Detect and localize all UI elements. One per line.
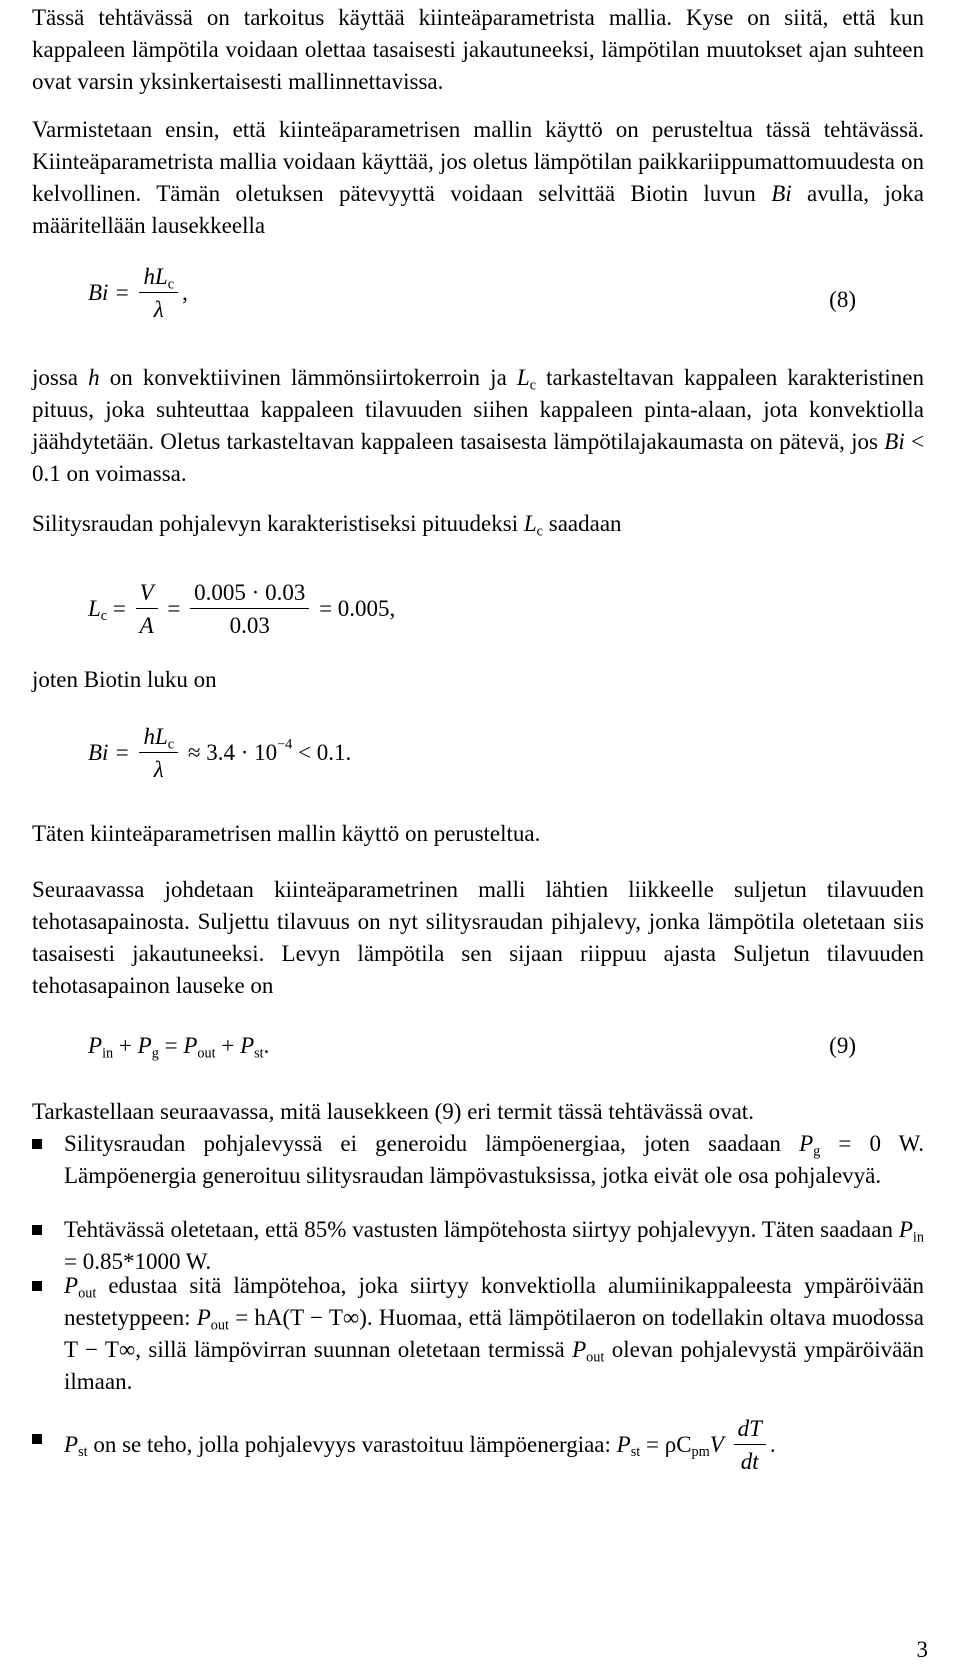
bullet-marker: [32, 1434, 42, 1444]
paragraph-conclusion: Täten kiinteäparametrisen mallin käyttö on perusteltua.: [32, 821, 541, 846]
equation-biot-value: Bi = $\frac{hL_c}{\lambda}$ ≈ $3.4 \cdot 10^{-4} < 0.1$.: [88, 724, 352, 782]
paragraph-characteristic-length: Silitysraudan pohjalevyn karakteristiseksi pituudeksi $L_c$ saadaan: [32, 511, 622, 540]
paragraph-power-balance-intro: Seuraavassa johdetaan kiinteäparametrinen malli lähtien liikkeelle suljetun tilavuuden tehotasapainosta. Suljettu tilavuus on nyt silitysraudan pihjalevy, jonka lämpötila oletetaan siis tasaisesti jakautuneeksi. Levyn lämpötila sen sijaan riippuu ajasta Suljetun tilavuuden tehotasapainon lauseke on: [32, 877, 924, 998]
list-item-pout: $P_{out}$ edustaa sitä lämpötehoa, joka siirtyy konvektiolla alumiinikappaleesta ympäröivään nestetyppeen: $P_{out} = hA(T - T\infty)$. Huomaa, että lämpötilaeron on todellakin oltava muodossa T − T∞, sillä lämpövirran suunnan oletetaan termissä $P_{out}$ olevan pohjalevystä ympäröivään ilmaan.: [32, 1270, 924, 1398]
bullet-marker: [32, 1225, 42, 1235]
bullet-marker: [32, 1139, 42, 1149]
paragraph-biot-intro: Varmistetaan ensin, että kiinteäparametrisen mallin käyttö on perusteltua tässä tehtävässä. Kiinteäparametrista mallia voidaan käyttää, jos oletus lämpötilan paikkariippumattomuudesta on kelvollinen. Tämän oletuksen pätevyyttä voidaan selvittää Biotin luvun Bi avulla, joka määritellään lausekkeella: [32, 117, 924, 238]
equation-power-balance: $P_{in} + P_g = P_{out} + P_{st}$.: [88, 1033, 270, 1062]
equation-characteristic-length: $L_c$ = $\frac{V}{A}$ = $\frac{0.005 \cdot 0.03}{0.03}$ = 0.005,: [88, 580, 396, 638]
paragraph-terms-intro: Tarkastellaan seuraavassa, mitä lausekkeen (9) eri termit tässä tehtävässä ovat.: [32, 1099, 754, 1124]
list-item-pg: Silitysraudan pohjalevyssä ei generoidu lämpöenergiaa, joten saadaan $P_g = 0$ W. Lämpöenergia generoituu silitysraudan lämpövastuksissa, jotka eivät ole osa pohjalevyä.: [32, 1128, 924, 1192]
paragraph-biot-explanation: jossa h on konvektiivinen lämmönsiirtokerroin ja $L_c$ tarkasteltavan kappaleen karakteristinen pituus, joka suhteuttaa kappaleen tilavuuden siihen kappaleen pinta-alaan, jota konvektiolla jäähdytetään. Oletus tarkasteltavan kappaleen tasaisesta lämpötilajakaumasta on pätevä, jos Bi < 0.1 on voimassa.: [32, 365, 925, 486]
page-number: 3: [916, 1637, 928, 1662]
bullet-marker: [32, 1281, 42, 1291]
equation-number-8: (8): [829, 287, 856, 312]
paragraph-intro: Tässä tehtävässä on tarkoitus käyttää kiinteäparametrista mallia. Kyse on siitä, että kun kappaleen lämpötila voidaan olettaa tasaisesti jakautuneeksi, lämpötilan muutokset ajan suhteen ovat varsin yksinkertaisesti mallinnettavissa.: [32, 5, 924, 94]
equation-biot-definition: Bi = $\frac{hL_c}{\lambda}$ ,: [88, 262, 188, 327]
biot-fraction: $\frac{hL_c}{\lambda}$: [139, 262, 178, 327]
paragraph-biot-number-intro: joten Biotin luku on: [32, 667, 217, 692]
list-item-pst: $P_{st}$ on se teho, jolla pohjalevyys varastoituu lämpöenergiaa: $P_{st} = \rho C_{pm}V$ $\frac{dT}{dt}$ .: [32, 1414, 924, 1479]
equation-number-9: (9): [829, 1033, 856, 1058]
list-item-pin: Tehtävässä oletetaan, että 85% vastusten lämpötehosta siirtyy pohjalevyyn. Täten saadaan $P_{in} = 0.85*1000$ W.: [32, 1214, 924, 1278]
